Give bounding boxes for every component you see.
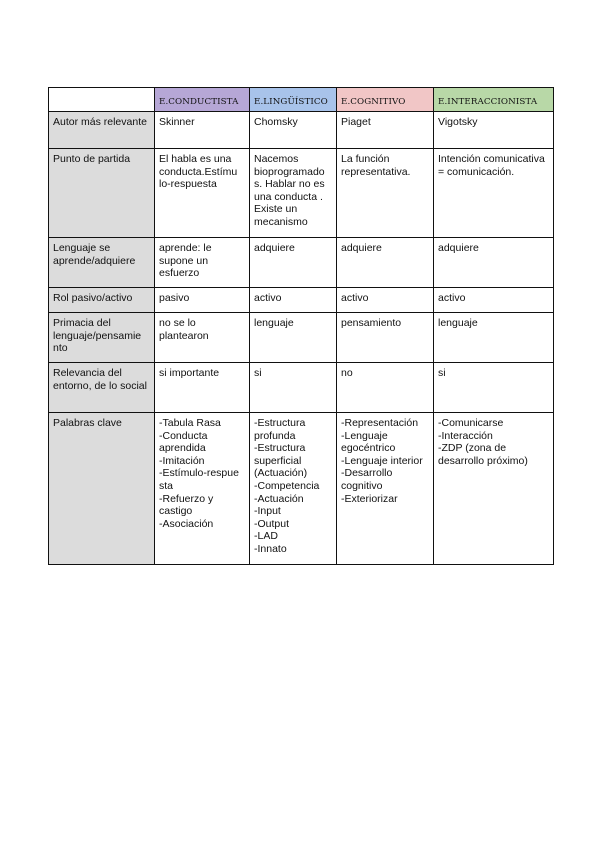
header-corner bbox=[49, 88, 155, 112]
table-cell: si bbox=[250, 363, 337, 413]
keyword-item: -Imitación bbox=[159, 454, 205, 467]
table-cell: aprende: le supone un esfuerzo bbox=[155, 238, 250, 288]
table-header-row bbox=[49, 88, 554, 112]
table-cell: activo bbox=[434, 288, 554, 313]
keyword-item: -Input bbox=[254, 505, 281, 518]
keyword-item: -Estímulo-respue sta bbox=[159, 467, 239, 492]
keyword-item: -Representación bbox=[341, 417, 419, 429]
row-label-palabras-clave: Palabras clave bbox=[49, 413, 155, 565]
keyword-item: -Lenguaje interior bbox=[341, 454, 423, 467]
table-cell: lenguaje bbox=[250, 313, 337, 363]
table-cell: Skinner bbox=[155, 112, 250, 149]
comparison-table bbox=[48, 87, 554, 565]
row-label-autor: Autor más relevante bbox=[49, 112, 155, 149]
table-cell: si importante bbox=[155, 363, 250, 413]
table-row bbox=[49, 112, 554, 149]
keyword-item: -Conducta aprendida bbox=[159, 429, 208, 455]
table-row bbox=[49, 363, 554, 413]
keyword-item: -Lenguaje egocéntrico bbox=[341, 429, 396, 455]
keyword-item: -Innato bbox=[254, 542, 287, 555]
table-cell: activo bbox=[250, 288, 337, 313]
table-cell: Chomsky bbox=[250, 112, 337, 149]
keyword-item: -Competencia bbox=[254, 479, 320, 492]
table-cell: no bbox=[337, 363, 434, 413]
keyword-item: -Exteriorizar bbox=[341, 492, 398, 505]
row-label-punto-partida: Punto de partida bbox=[49, 149, 155, 238]
table-row bbox=[49, 288, 554, 313]
header-interaccionista: E.INTERACCIONISTA bbox=[434, 88, 554, 112]
keyword-item: -Refuerzo y castigo bbox=[159, 492, 214, 518]
table-cell: pensamiento bbox=[337, 313, 434, 363]
keywords-interaccionista bbox=[434, 413, 554, 565]
table-cell: Vigotsky bbox=[434, 112, 554, 149]
table-cell: adquiere bbox=[434, 238, 554, 288]
table-row bbox=[49, 413, 554, 565]
keyword-item: -ZDP (zona de desarrollo próximo) bbox=[438, 442, 528, 467]
keyword-item: -Comunicarse bbox=[438, 417, 504, 429]
table-cell: activo bbox=[337, 288, 434, 313]
row-label-rol: Rol pasivo/activo bbox=[49, 288, 155, 313]
keyword-item: -Tabula Rasa bbox=[159, 417, 221, 429]
header-linguistico: E.LINGÜÍSTICO bbox=[250, 88, 337, 112]
keyword-item: -Desarrollo cognitivo bbox=[341, 467, 393, 492]
keywords-conductista bbox=[155, 413, 250, 565]
keyword-item: -Interacción bbox=[438, 429, 493, 442]
keyword-item: -Estructura superficial (Actuación) bbox=[254, 442, 308, 480]
table-cell: El habla es una conducta.Estímu lo-respuesta bbox=[155, 149, 250, 238]
keyword-item: -Actuación bbox=[254, 492, 304, 505]
table-row bbox=[49, 313, 554, 363]
keywords-cognitivo bbox=[337, 413, 434, 565]
header-conductista: E.CONDUCTISTA bbox=[155, 88, 250, 112]
table-cell: no se lo plantearon bbox=[155, 313, 250, 363]
keyword-item: -LAD bbox=[254, 530, 278, 543]
table-cell: Nacemos bioprogramado s. Hablar no es una conducta . Existe un mecanismo bbox=[250, 149, 337, 238]
row-label-relevancia: Relevancia del entorno, de lo social bbox=[49, 363, 155, 413]
table-cell: si bbox=[434, 363, 554, 413]
keyword-item: -Estructura profunda bbox=[254, 417, 306, 442]
table-cell: lenguaje bbox=[434, 313, 554, 363]
row-label-aprende-adquiere: Lenguaje se aprende/adquiere bbox=[49, 238, 155, 288]
table-row bbox=[49, 149, 554, 238]
keyword-item: -Asociación bbox=[159, 517, 214, 530]
header-cognitivo: E.COGNITIVO bbox=[337, 88, 434, 112]
table-cell: pasivo bbox=[155, 288, 250, 313]
keywords-linguistico bbox=[250, 413, 337, 565]
table-cell: adquiere bbox=[250, 238, 337, 288]
keyword-item: -Output bbox=[254, 517, 290, 530]
table-cell: Piaget bbox=[337, 112, 434, 149]
table-row bbox=[49, 238, 554, 288]
table-cell: La función representativa. bbox=[337, 149, 434, 238]
table-cell: adquiere bbox=[337, 238, 434, 288]
row-label-primacia: Primacia del lenguaje/pensamie nto bbox=[49, 313, 155, 363]
table-cell: Intención comunicativa = comunicación. bbox=[434, 149, 554, 238]
